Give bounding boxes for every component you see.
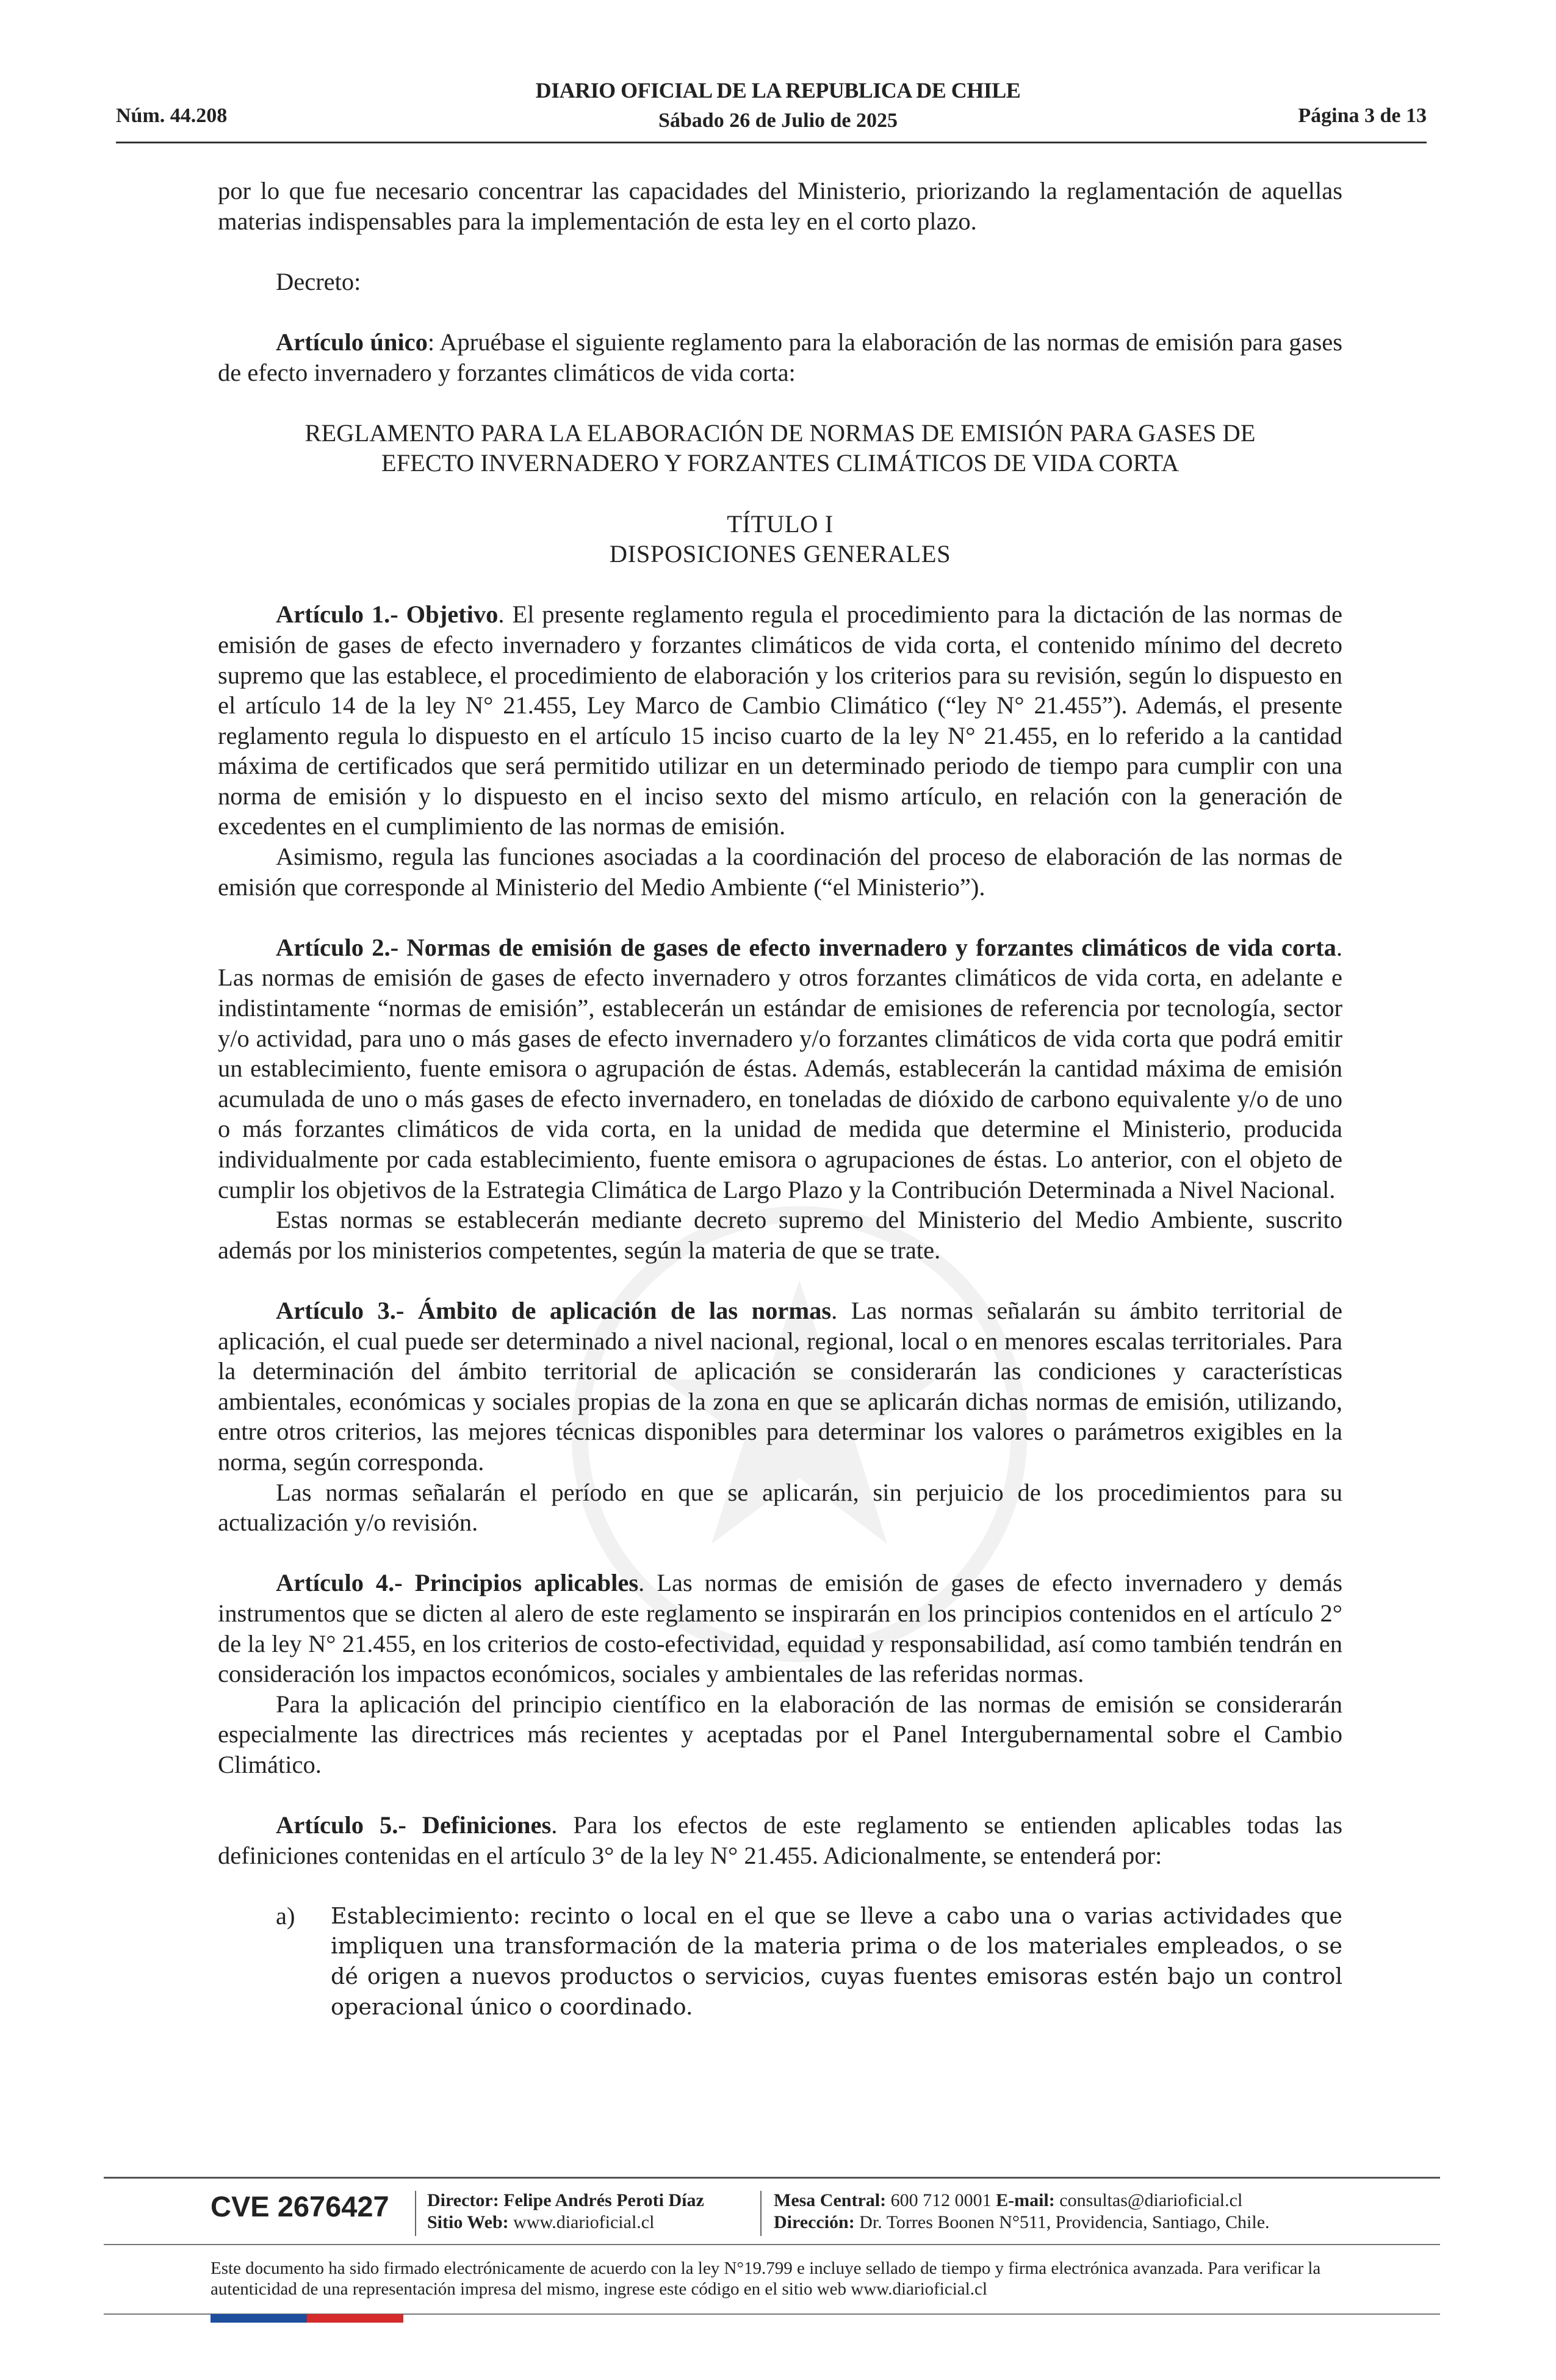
articulo-unico-text: : Apruébase el siguiente reglamento para la elaboración de las normas de emisión para gases de efecto invernadero y forzantes climáticos de vida corta: xyxy=(218,328,1342,386)
mesa-central-label: Mesa Central: xyxy=(774,2190,887,2210)
header-divider xyxy=(116,142,1427,143)
articulo-5-text: . Para los efectos de este reglamento se entienden aplicables todas las definiciones contenidas en el artículo 3° de la ley N° 21.455. Adicionalmente, se entenderá por: xyxy=(218,1811,1342,1869)
footer-director-block xyxy=(427,2190,704,2234)
address-label: Dirección: xyxy=(774,2212,855,2232)
decreto-label: Decreto: xyxy=(276,267,361,295)
publication-date: Sábado 26 de Julio de 2025 xyxy=(658,109,898,132)
titulo-name: DISPOSICIONES GENERALES xyxy=(609,540,951,568)
footer-separator xyxy=(415,2191,416,2236)
address-value: Dr. Torres Boonen N°511, Providencia, Santiago, Chile. xyxy=(859,2212,1270,2232)
definition-item-marker: a) xyxy=(276,1902,295,1930)
email-label: E-mail: xyxy=(996,2190,1055,2210)
articulo-4-heading: Artículo 4.- Principios aplicables xyxy=(276,1569,639,1597)
articulo-2-text: . Las normas de emisión de gases de efecto invernadero y otros forzantes climáticos de vida corta, en adelante e indistintamente “normas de emisión”, establecerán un estándar de emisiones de referencia por tecnología, sector y/o actividad, para uno o más gases de efecto invernadero y/o forzantes climáticos de vida corta que podrá emitir un establecimiento, fuente emisora o agrupación de éstas. Además, establecerán la cantidad máxima de emisión acumulada de uno o más gases de efecto invernadero, en toneladas de dióxido de carbono equivalente y/o de uno o más forzantes climáticos de vida corta, en la unidad de medida que determine el Ministerio, producida individualmente por cada establecimiento, fuente emisora o agrupaciones de éstas. Lo anterior, con el objeto de cumplir los objetivos de la Estrategia Climática de Largo Plazo y la Contribución Determinada a Nivel Nacional. xyxy=(218,933,1342,1203)
mesa-central-phone: 600 712 0001 xyxy=(890,2190,992,2210)
articulo-unico-heading: Artículo único xyxy=(276,328,428,356)
website-label: Sitio Web: xyxy=(427,2212,509,2232)
articulo-3-paragraph-2: Las normas señalarán el período en que se aplicarán, sin perjuicio de los procedimientos para su actualización y/o revisión. xyxy=(218,1478,1342,1537)
articulo-3-text: . Las normas señalarán su ámbito territorial de aplicación, el cual puede ser determinado a nivel nacional, regional, local o en menores escalas territoriales. Para la determinación del ámbito territorial de aplicación se considerarán las condiciones y características ambientales, económicas y sociales propias de la zona en que se aplicarán dichas normas de emisión, utilizando, entre otros criterios, las mejores técnicas disponibles para determinar los valores o parámetros exigibles en la norma, según corresponda. xyxy=(218,1296,1342,1476)
footer-separator xyxy=(760,2191,762,2236)
email-link[interactable]: consultas@diarioficial.cl xyxy=(1059,2190,1243,2210)
page-number: Página 3 de 13 xyxy=(1298,104,1427,127)
website-link[interactable]: www.diarioficial.cl xyxy=(513,2212,655,2232)
issue-number: Núm. 44.208 xyxy=(116,104,228,127)
articulo-1-text: . El presente reglamento regula el procedimiento para la dictación de las normas de emisión de gases de efecto invernadero y forzantes climáticos de vida corta, el contenido mínimo del decreto supremo que las establece, el procedimiento de elaboración y los criterios para su revisión, según lo dispuesto en el artículo 14 de la ley N° 21.455, Ley Marco de Cambio Climático (“ley N° 21.455”). Además, el presente reglamento regula lo dispuesto en el artículo 15 inciso cuarto de la ley N° 21.455, en lo referido a la cantidad máxima de certificados que será permitido utilizar en un determinado periodo de tiempo para cumplir con una norma de emisión y lo dispuesto en el inciso sexto del mismo artículo, en relación con la generación de excedentes en el cumplimiento de las normas de emisión. xyxy=(218,600,1342,840)
definition-item-a xyxy=(218,1901,1342,2022)
cve-code: CVE 2676427 xyxy=(211,2190,389,2223)
articulo-3-heading: Artículo 3.- Ámbito de aplicación de las normas xyxy=(276,1296,832,1324)
articulo-3 xyxy=(218,1296,1342,1477)
articulo-1-heading: Artículo 1.- Objetivo xyxy=(276,600,499,629)
articulo-4 xyxy=(218,1568,1342,1689)
articulo-1-paragraph-2: Asimismo, regula las funciones asociadas a la coordinación del proceso de elaboración de las normas de emisión que corresponde al Ministerio del Medio Ambiente (“el Ministerio”). xyxy=(218,843,1342,901)
articulo-2-paragraph-2: Estas normas se establecerán mediante decreto supremo del Ministerio del Medio Ambiente, suscrito además por los ministerios competentes, según la materia de que se trate. xyxy=(218,1206,1342,1264)
director-name: Felipe Andrés Peroti Díaz xyxy=(503,2190,704,2210)
articulo-4-text: . Las normas de emisión de gases de efecto invernadero y demás instrumentos que se dicten al alero de este reglamento se inspirarán en los principios contenidos en el artículo 2° de la ley N° 21.455, en los criterios de costo-efectividad, equidad y responsabilidad, así como también tendrán en consideración los impactos económicos, sociales y ambientales de las referidas normas. xyxy=(218,1569,1342,1688)
flag-stripe-red xyxy=(307,2314,403,2323)
articulo-1 xyxy=(218,599,1342,842)
footer-contact-block xyxy=(774,2190,1270,2234)
director-label: Director: xyxy=(427,2190,499,2210)
reglamento-title-line-2: EFECTO INVERNADERO Y FORZANTES CLIMÁTICOS DE VIDA CORTA xyxy=(381,449,1180,477)
footer-divider-middle xyxy=(104,2244,1440,2245)
footer-divider-top xyxy=(104,2177,1440,2179)
articulo-2-heading: Artículo 2.- Normas de emisión de gases de efecto invernadero y forzantes climáticos de vida corta xyxy=(276,933,1336,961)
document-body xyxy=(218,176,1342,2022)
publication-name: DIARIO OFICIAL DE LA REPUBLICA DE CHILE xyxy=(535,78,1021,103)
intro-paragraph: por lo que fue necesario concentrar las capacidades del Ministerio, priorizando la reglamentación de aquellas materias indispensables para la implementación de esta ley en el corto plazo. xyxy=(218,177,1342,235)
titulo-number: TÍTULO I xyxy=(727,510,834,538)
articulo-unico xyxy=(218,327,1342,388)
articulo-5 xyxy=(218,1810,1342,1870)
flag-stripe-blue xyxy=(211,2314,307,2323)
articulo-4-paragraph-2: Para la aplicación del principio científico en la elaboración de las normas de emisión se considerarán especialmente las directrices más recientes y aceptadas por el Panel Intergubernamental sobre el Cambio Climático. xyxy=(218,1690,1342,1778)
articulo-2 xyxy=(218,932,1342,1205)
reglamento-title-line-1: REGLAMENTO PARA LA ELABORACIÓN DE NORMAS DE EMISIÓN PARA GASES DE xyxy=(304,419,1256,447)
definition-item-text: Establecimiento: recinto o local en el que se lleve a cabo una o varias actividades que impliquen una transformación de la materia prima o de los materiales empleados, o se dé origen a nuevos productos o servicios, cuyas fuentes emisoras estén bajo un control operacional único o coordinado. xyxy=(331,1902,1342,2020)
legal-notice: Este documento ha sido firmado electrónicamente de acuerdo con la ley N°19.799 e incluye sellado de tiempo y firma electrónica avanzada. Para verificar la autenticidad de una representación impresa del mismo, ingrese este código en el sitio web www.diarioficial.cl xyxy=(211,2259,1321,2299)
articulo-5-heading: Artículo 5.- Definiciones xyxy=(276,1811,552,1839)
